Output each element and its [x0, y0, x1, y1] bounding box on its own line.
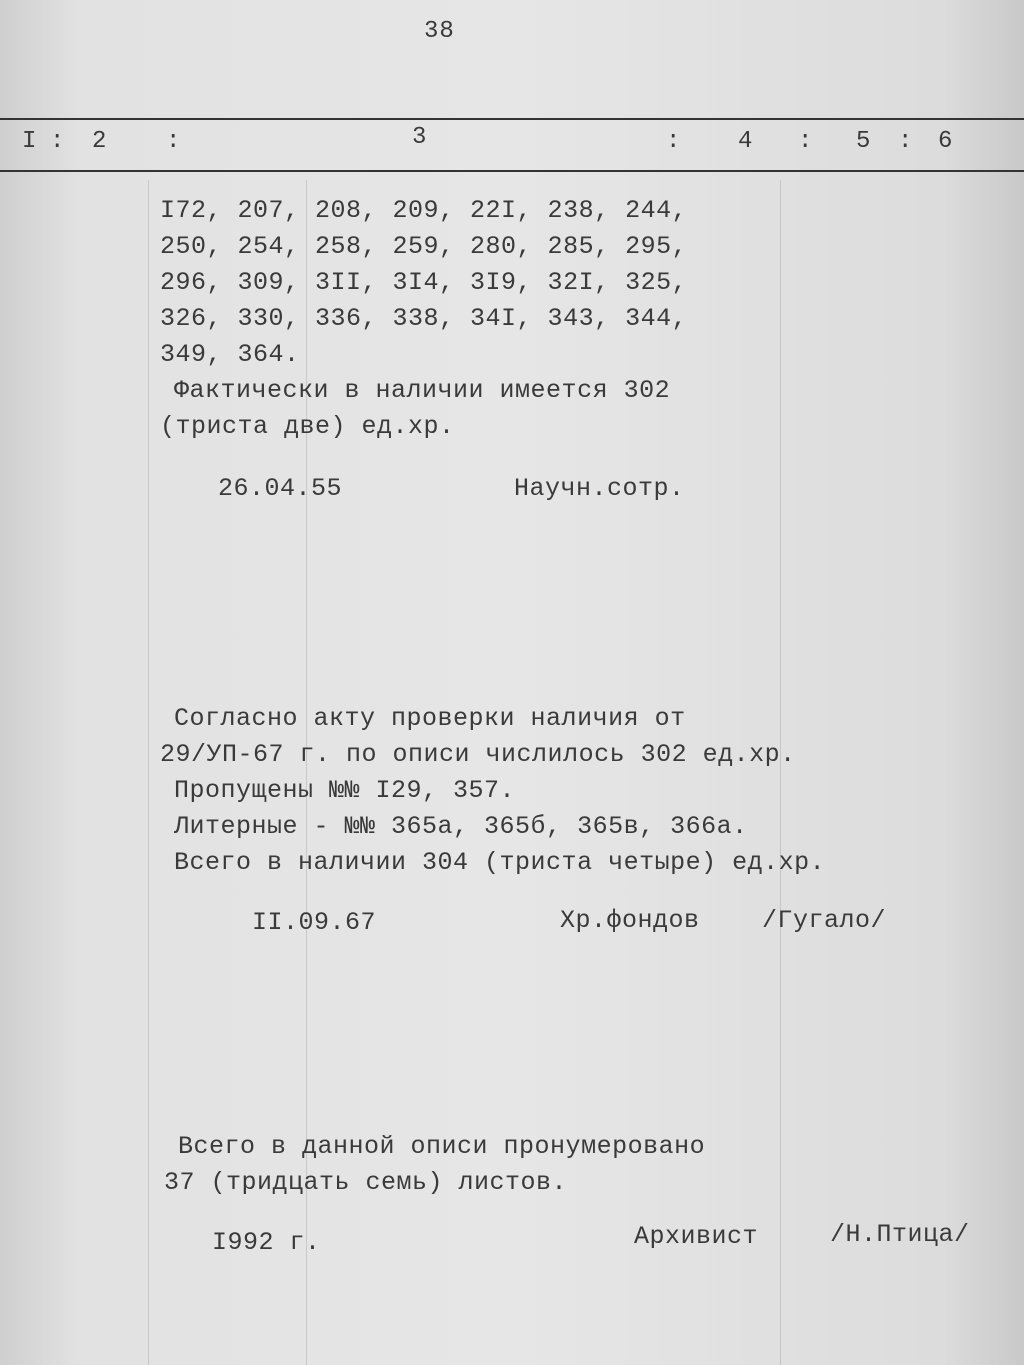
block2-position: Хр.фондов — [560, 906, 700, 935]
block1-text-line: (триста две) ед.хр. — [160, 412, 455, 441]
block2-signature: /Гугало/ — [762, 906, 887, 935]
block2-text-line: Литерные - №№ 365а, 365б, 365в, 366а. — [174, 812, 748, 841]
block1-date: 26.04.55 — [218, 474, 343, 503]
block3-position: Архивист — [634, 1222, 759, 1251]
block1-text-line: Фактически в наличии имеется 302 — [174, 376, 671, 405]
column-header-separator: : — [898, 128, 913, 155]
block2-text-line: Пропущены №№ I29, 357. — [174, 776, 516, 805]
header-bottom-rule — [0, 170, 1024, 172]
block3-date: I992 г. — [212, 1228, 321, 1257]
column-header-3: 3 — [412, 124, 427, 151]
block2-text-line: Согласно акту проверки наличия от — [174, 704, 686, 733]
column-header-separator: : — [166, 128, 181, 155]
block1-position: Научн.сотр. — [514, 474, 685, 503]
block3-text-line: Всего в данной описи пронумеровано — [178, 1132, 706, 1161]
block2-text-line: 29/УП-67 г. по описи числилось 302 ед.хр. — [160, 740, 796, 769]
numbers-line: 250, 254, 258, 259, 280, 285, 295, — [160, 232, 688, 261]
column-header-5: 5 — [856, 128, 871, 155]
column-guide-line — [780, 180, 781, 1365]
numbers-line: 296, 309, 3II, 3I4, 3I9, 32I, 325, — [160, 268, 688, 297]
column-header-separator: : — [50, 128, 65, 155]
numbers-line: I72, 207, 208, 209, 22I, 238, 244, — [160, 196, 688, 225]
column-guide-line — [148, 180, 149, 1365]
block3-text-line: 37 (тридцать семь) листов. — [164, 1168, 568, 1197]
column-header-separator: : — [798, 128, 813, 155]
numbers-line: 326, 330, 336, 338, 34I, 343, 344, — [160, 304, 688, 333]
column-header-1: I — [22, 128, 37, 155]
column-header-6: 6 — [938, 128, 953, 155]
column-header-separator: : — [666, 128, 681, 155]
header-top-rule — [0, 118, 1024, 120]
block3-signature: /Н.Птица/ — [830, 1220, 970, 1249]
column-header-4: 4 — [738, 128, 753, 155]
block2-date: II.09.67 — [252, 908, 377, 937]
block2-text-line: Всего в наличии 304 (триста четыре) ед.хр. — [174, 848, 826, 877]
column-header-2: 2 — [92, 128, 107, 155]
numbers-line: 349, 364. — [160, 340, 300, 369]
page-number: 38 — [424, 18, 455, 45]
